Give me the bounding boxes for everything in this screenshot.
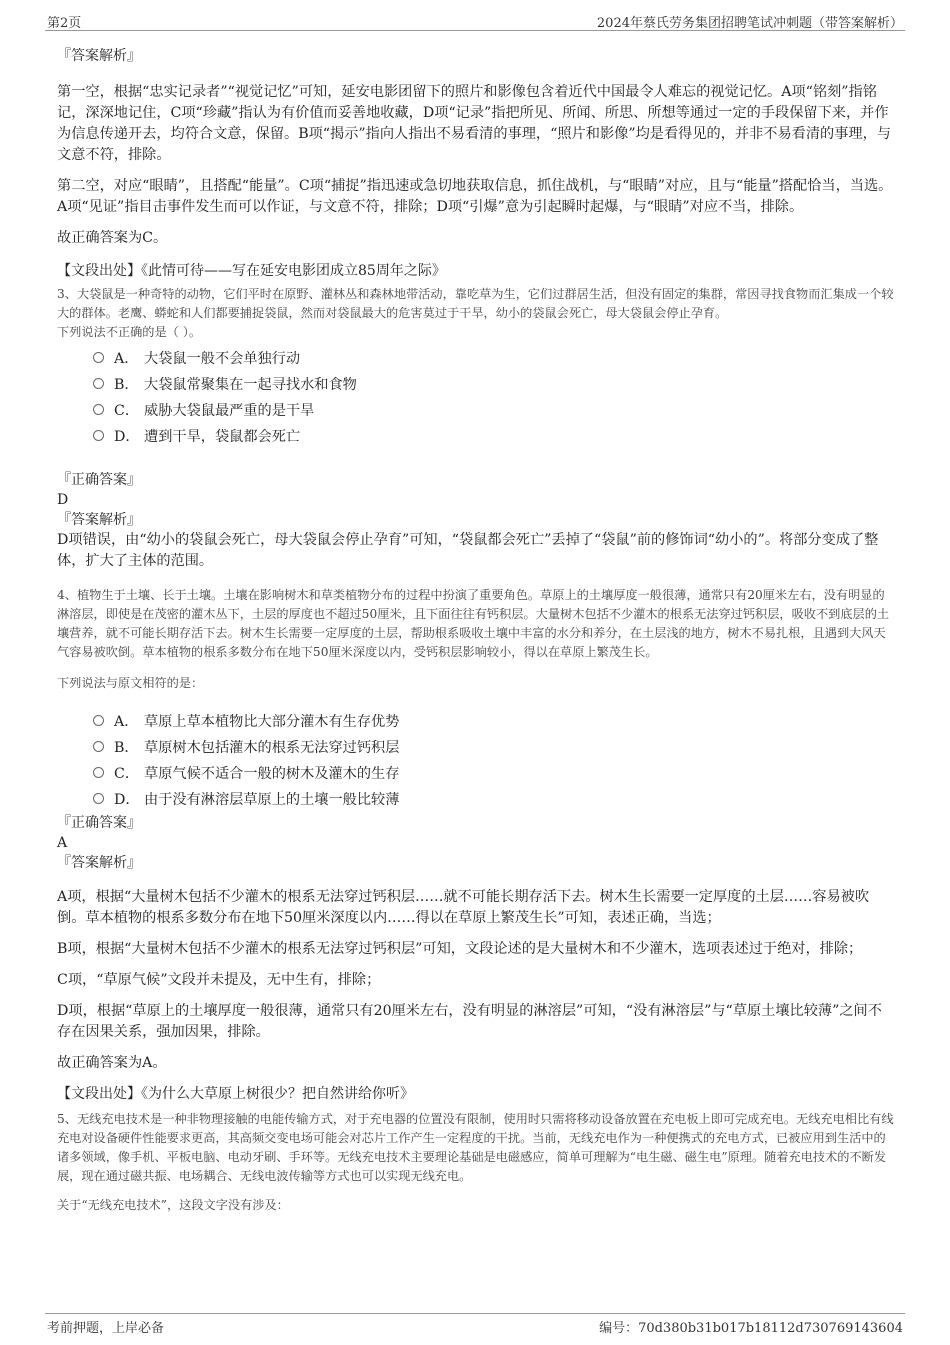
- q4-analysis-d: D项，根据“草原上的土壤厚度一般很薄，通常只有20厘米左右，没有明显的淋溶层”可知，“没有淋溶层”与“草原土壤比较薄”之间不存在因果关系，强加因果，排除。: [57, 1003, 882, 1040]
- q3-analysis: D项错误，由“幼小的袋鼠会死亡，母大袋鼠会停止孕育”可知，“袋鼠都会死亡”丢掉了“袋鼠”前的修饰词“幼小的”。将部分变成了整体，扩大了主体的范围。: [57, 532, 879, 569]
- q3-options: [93, 346, 895, 450]
- document-serial: 编号：70d380b31b017b18112d730769143604: [599, 1321, 903, 1336]
- radio-icon[interactable]: [93, 715, 104, 726]
- page-footer: [45, 1313, 905, 1336]
- q4-analysis-c: C项，“草原气候”文段并未提及，无中生有，排除；: [57, 972, 381, 988]
- q4-analysis-b: B项，根据“大量树木包括不少灌木的根系无法穿过钙积层”可知，文段论述的是大量树木和不少灌木，选项表述过于绝对，排除；: [57, 941, 863, 957]
- q4-option-d[interactable]: D． 由于没有淋溶层草原上的土壤一般比较薄: [93, 787, 895, 813]
- q5-question: 关于“无线充电技术”，这段文字没有涉及：: [57, 1198, 289, 1212]
- q2-conclusion: 故正确答案为C。: [57, 230, 168, 246]
- q5-stem: 5、无线充电技术是一种非物理接触的电能传输方式，对于充电器的位置没有限制，使用时只需将移动设备放置在充电板上即可完成充电。无线充电相比有线充电对设备硬件性能要求更高，其高频交变电场可能会对芯片工作产生一定程度的干扰。当前，无线充电作为一种便携式的充电方式，已被应用到生活中的诸多领域，像手机、平板电脑、电动牙刷、手环等。无线充电技术主要理论基础是电磁感应，简单可理解为“电生磁、磁生电”原理。随着充电技术的不断发展，现在通过磁共振、电场耦合、无线电波传输等方式也可以实现无线充电。: [57, 1112, 894, 1183]
- footer-slogan: 考前押题，上岸必备: [47, 1321, 165, 1336]
- q3-option-c[interactable]: C． 威胁大袋鼠最严重的是干旱: [93, 398, 895, 424]
- q3-option-a[interactable]: A． 大袋鼠一般不会单独行动: [93, 346, 895, 372]
- q3-answer-label: 『正确答案』: [57, 472, 141, 488]
- q4-options: [93, 709, 895, 813]
- q2-analysis-p2: 第二空，对应“眼睛”，且搭配“能量”。C项“捕捉”指迅速或急切地获取信息，抓住战机，与“眼睛”对应，且与“能量”搭配恰当，当选。A项“见证”指目击事件发生而可以作证，与文意不符，排除；D项“引爆”意为引起瞬时起爆，与“眼睛”对应不当，排除。: [57, 178, 893, 215]
- page-header: [45, 8, 905, 31]
- q4-stem: 4、植物生于土壤、长于土壤。土壤在影响树木和草类植物分布的过程中扮演了重要角色。草原上的土壤厚度一般很薄，通常只有20厘米左右，没有明显的淋溶层，即使是在茂密的灌木丛下，土层的厚度也不超过50厘米，且下面往往有钙积层。大量树木包括不少灌木的根系无法穿过钙积层，吸收不到底层的土壤营养，就不可能长期存活下去。树木生长需要一定厚度的土层，帮助根系吸收土壤中丰富的水分和养分，在土层浅的地方，树木不易扎根，且遇到大风天气容易被吹倒。草本植物的根系多数分布在地下50厘米深度以内，受钙积层影响较小，得以在草原上繁茂生长。: [57, 588, 890, 659]
- q4-analysis-a: A项，根据“大量树木包括不少灌木的根系无法穿过钙积层……就不可能长期存活下去。树木生长需要一定厚度的土层……容易被吹倒。草本植物的根系多数分布在地下50厘米深度以内……得以在草原上繁茂生长”可知，表述正确，当选；: [57, 889, 870, 926]
- q2-analysis-label: 『答案解析』: [57, 48, 141, 64]
- radio-icon[interactable]: [93, 404, 104, 415]
- radio-icon[interactable]: [93, 741, 104, 752]
- q3-stem: 3、大袋鼠是一种奇特的动物，它们平时在原野、灌林丛和森林地带活动，靠吃草为生，它们过群居生活，但没有固定的集群，常因寻找食物而汇集成一个较大的群体。老鹰、蟒蛇和人们都要捕捉袋鼠，然而对袋鼠最大的危害莫过于干旱，幼小的袋鼠会死亡，母大袋鼠会停止孕育。: [57, 287, 894, 320]
- q4-source: 【文段出处】《为什么大草原上树很少？把自然讲给你听》: [57, 1086, 414, 1102]
- q4-analysis-label: 『答案解析』: [57, 855, 141, 871]
- q3-option-b[interactable]: B． 大袋鼠常聚集在一起寻找水和食物: [93, 372, 895, 398]
- q4-option-a[interactable]: A． 草原上草本植物比大部分灌木有生存优势: [93, 709, 895, 735]
- q3-analysis-label: 『答案解析』: [57, 512, 141, 528]
- q4-option-c[interactable]: C． 草原气候不适合一般的树木及灌木的生存: [93, 761, 895, 787]
- q4-question: 下列说法与原文相符的是：: [57, 676, 204, 690]
- q4-answer: A: [57, 835, 68, 851]
- q4-answer-label: 『正确答案』: [57, 815, 141, 831]
- radio-icon[interactable]: [93, 378, 104, 389]
- radio-icon[interactable]: [93, 430, 104, 441]
- q3-question: 下列说法不正确的是（ ）。: [57, 325, 202, 339]
- q3-answer: D: [57, 492, 69, 508]
- document-title: 2024年蔡氏劳务集团招聘笔试冲刺题（带答案解析）: [596, 16, 903, 31]
- q3-option-d[interactable]: D． 遭到干旱，袋鼠都会死亡: [93, 424, 895, 450]
- radio-icon[interactable]: [93, 793, 104, 804]
- document-body: [57, 44, 895, 1215]
- q4-conclusion: 故正确答案为A。: [57, 1055, 167, 1071]
- q4-option-b[interactable]: B． 草原树木包括灌木的根系无法穿过钙积层: [93, 735, 895, 761]
- page-number: 第2页: [47, 16, 82, 31]
- q2-analysis-p1: 第一空，根据“忠实记录者”“视觉记忆”可知，延安电影团留下的照片和影像包含着近代中国最令人难忘的视觉记忆。A项“铭刻”指铭记，深深地记住，C项“珍藏”指认为有价值而妥善地收藏，D项“记录”指把所见、所闻、所思、所想等通过一定的手段保留下来，并作为信息传递开去，均符合文意，保留。B项“揭示”指向人指出不易看清的事理，“照片和影像”均是看得见的，并非不易看清的事理，与文意不符，排除。: [57, 84, 891, 163]
- radio-icon[interactable]: [93, 352, 104, 363]
- q2-source: 【文段出处】《此情可待——写在延安电影团成立85周年之际》: [57, 263, 446, 279]
- radio-icon[interactable]: [93, 767, 104, 778]
